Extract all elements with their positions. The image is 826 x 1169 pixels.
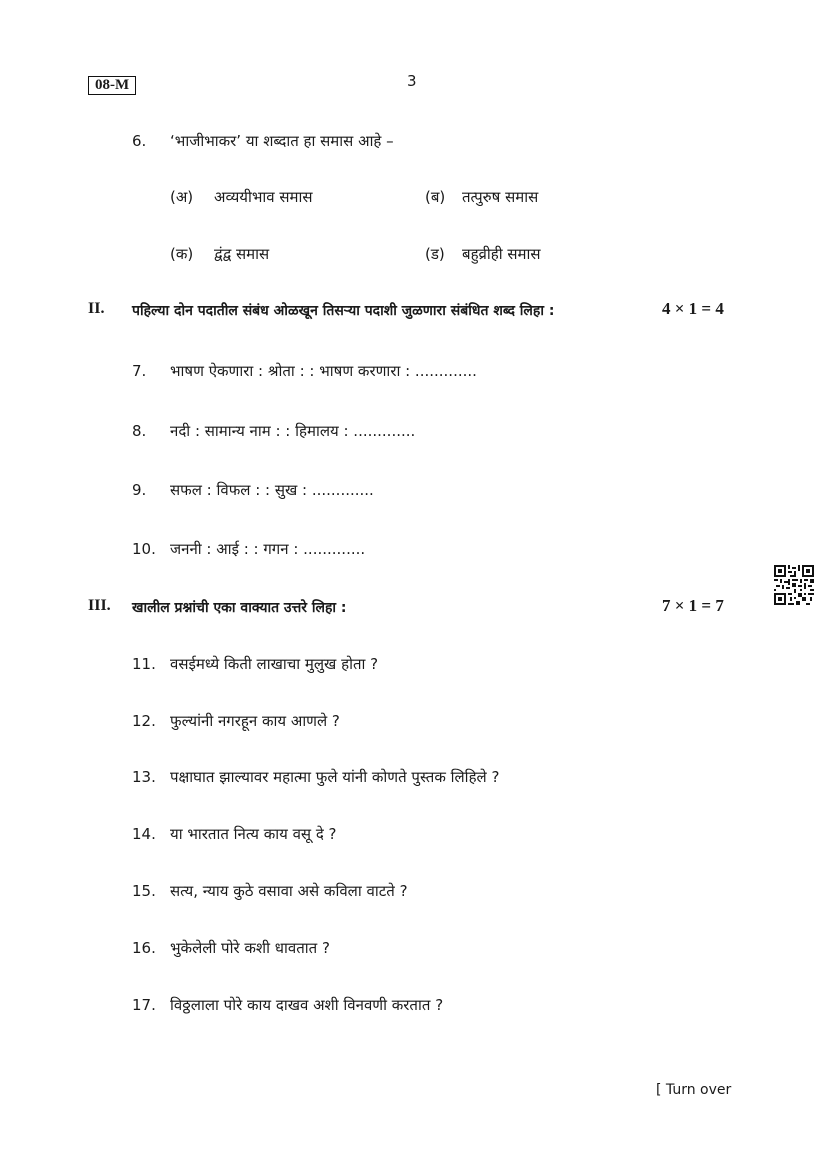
question-number: 16.: [132, 939, 156, 957]
question-number: 7.: [132, 362, 147, 380]
section-2-number: II.: [88, 300, 105, 317]
question-number: 9.: [132, 481, 147, 499]
question-text: नदी : सामान्य नाम : : हिमालय : .............: [170, 422, 416, 440]
question-number: 8.: [132, 422, 147, 440]
question-text: भाषण ऐकणारा : श्रोता : : भाषण करणारा : .............: [170, 362, 477, 380]
turn-over-note: [ Turn over: [656, 1082, 732, 1098]
qr-code: [774, 565, 814, 605]
question-13: [132, 767, 499, 787]
section-3-number: III.: [88, 597, 111, 614]
section-3-heading: खालील प्रश्नांची एका वाक्यात उत्तरे लिहा :: [132, 600, 347, 616]
question-text: विठ्ठलाला पोरे काय दाखव अशी विनवणी करतात ?: [170, 996, 444, 1014]
option-text: द्वंद्व समास: [214, 245, 270, 263]
page-number: 3: [407, 72, 417, 90]
question-number: 17.: [132, 996, 156, 1014]
option-text: अव्ययीभाव समास: [214, 188, 313, 206]
question-text: ‘भाजीभाकर’ या शब्दात हा समास आहे –: [170, 132, 394, 150]
question-12: [132, 711, 340, 731]
question-number: 13.: [132, 768, 156, 786]
option-label: (ड): [425, 245, 445, 263]
section-2-marks: 4 × 1 = 4: [662, 299, 724, 318]
paper-code: 08-M: [95, 77, 130, 93]
question-16: [132, 938, 330, 958]
option-label: (ब): [425, 188, 446, 206]
section-3-marks: 7 × 1 = 7: [662, 596, 724, 615]
question-text: या भारतात नित्य काय वसू दे ?: [170, 825, 337, 843]
question-text: भुकेलेली पोरे कशी धावतात ?: [170, 939, 330, 957]
question-text: सफल : विफल : : सुख : .............: [170, 481, 374, 499]
question-number: 14.: [132, 825, 156, 843]
option-label: (अ): [170, 188, 194, 206]
question-15: [132, 881, 408, 901]
question-number: 15.: [132, 882, 156, 900]
question-number: 11.: [132, 655, 156, 673]
question-9: [132, 480, 374, 500]
question-11: [132, 654, 378, 674]
question-7: [132, 361, 477, 381]
question-number: 12.: [132, 712, 156, 730]
question-10: [132, 539, 365, 559]
question-number: 6.: [132, 132, 147, 150]
question-text: जननी : आई : : गगन : .............: [170, 540, 366, 558]
question-text: सत्य, न्याय कुठे वसावा असे कविला वाटते ?: [170, 882, 408, 900]
section-2-heading: पहिल्या दोन पदातील संबंध ओळखून तिसऱ्या पदाशी जुळणारा संबंधित शब्द लिहा :: [132, 303, 555, 319]
question-text: पक्षाघात झाल्यावर महात्मा फुले यांनी कोणते पुस्तक लिहिले ?: [170, 768, 500, 786]
question-14: [132, 824, 337, 844]
paper-code-box: [88, 76, 136, 95]
option-text: तत्पुरुष समास: [462, 188, 539, 206]
question-8: [132, 421, 415, 441]
option-b: [425, 187, 538, 207]
option-label: (क): [170, 245, 194, 263]
question-text: फुल्यांनी नगरहून काय आणले ?: [170, 712, 340, 730]
option-text: बहुव्रीही समास: [462, 245, 541, 263]
option-d: [425, 244, 541, 264]
question-6: [132, 131, 394, 151]
option-c: [170, 244, 269, 264]
question-17: [132, 995, 443, 1015]
question-number: 10.: [132, 540, 156, 558]
question-text: वसईमध्ये किती लाखाचा मुलुख होता ?: [170, 655, 379, 673]
option-a: [170, 187, 313, 207]
qr-code-icon: [774, 565, 814, 605]
